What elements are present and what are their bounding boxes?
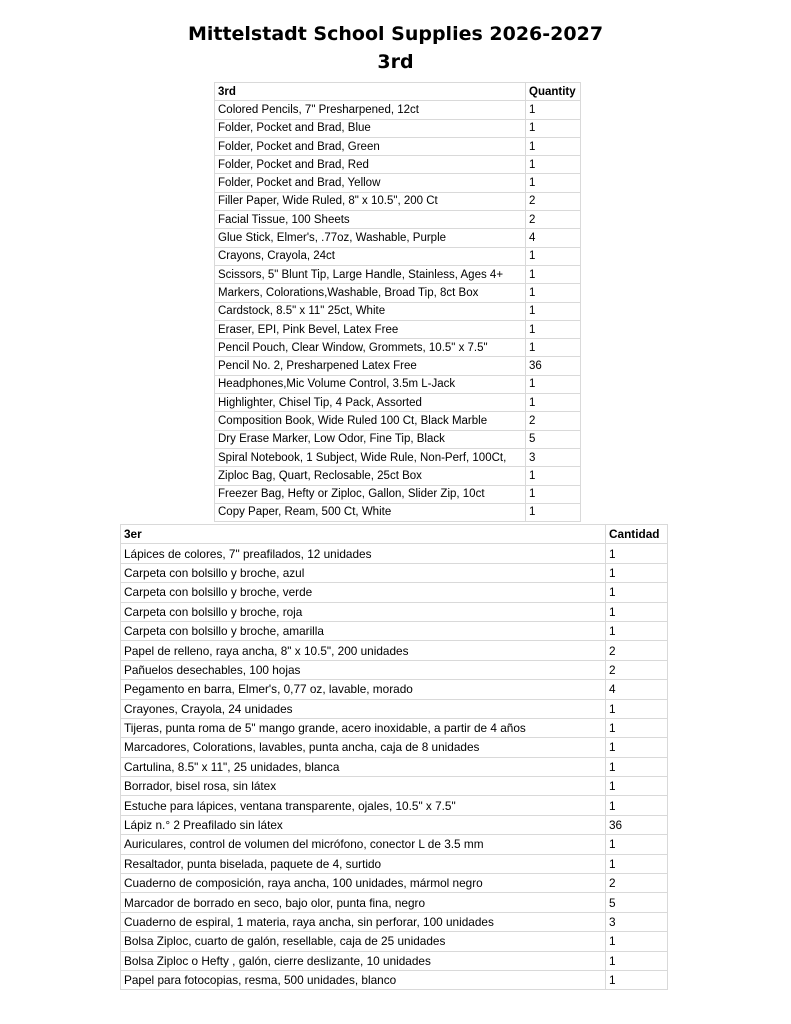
item-cell: Cuaderno de composición, raya ancha, 100 unidades, mármol negro (121, 874, 606, 893)
quantity-cell: 4 (606, 680, 668, 699)
item-cell: Glue Stick, Elmer's, .77oz, Washable, Purple (215, 229, 526, 247)
table-row (215, 412, 581, 430)
table-row (215, 101, 581, 119)
table-row (121, 932, 668, 951)
table-row (121, 777, 668, 796)
quantity-cell: 1 (526, 174, 581, 192)
table-row (215, 302, 581, 320)
item-cell: Lápices de colores, 7" preafilados, 12 unidades (121, 544, 606, 563)
quantity-cell: 1 (606, 718, 668, 737)
item-cell: Folder, Pocket and Brad, Green (215, 137, 526, 155)
quantity-cell: 1 (606, 699, 668, 718)
quantity-cell: 2 (606, 660, 668, 679)
table-row (215, 430, 581, 448)
item-cell: Borrador, bisel rosa, sin látex (121, 777, 606, 796)
quantity-cell: 1 (526, 485, 581, 503)
item-cell: Crayons, Crayola, 24ct (215, 247, 526, 265)
item-cell: Carpeta con bolsillo y broche, azul (121, 563, 606, 582)
item-cell: Pencil No. 2, Presharpened Latex Free (215, 357, 526, 375)
item-cell: Papel de relleno, raya ancha, 8" x 10.5", 200 unidades (121, 641, 606, 660)
table-row (215, 284, 581, 302)
table-row (215, 174, 581, 192)
item-cell: Pencil Pouch, Clear Window, Grommets, 10.5" x 7.5" (215, 339, 526, 357)
table-row (215, 247, 581, 265)
item-cell: Colored Pencils, 7" Presharpened, 12ct (215, 101, 526, 119)
item-cell: Bolsa Ziploc, cuarto de galón, resellable, caja de 25 unidades (121, 932, 606, 951)
quantity-cell: 2 (526, 192, 581, 210)
quantity-cell: 1 (526, 119, 581, 137)
item-cell: Folder, Pocket and Brad, Blue (215, 119, 526, 137)
item-cell: Pegamento en barra, Elmer's, 0,77 oz, lavable, morado (121, 680, 606, 699)
quantity-cell: 1 (526, 302, 581, 320)
quantity-cell: 1 (526, 503, 581, 521)
item-cell: Headphones,Mic Volume Control, 3.5m L-Jack (215, 375, 526, 393)
quantity-cell: 1 (606, 544, 668, 563)
item-cell: Carpeta con bolsillo y broche, verde (121, 583, 606, 602)
quantity-cell: 1 (526, 137, 581, 155)
quantity-cell: 1 (606, 796, 668, 815)
item-cell: Scissors, 5" Blunt Tip, Large Handle, Stainless, Ages 4+ (215, 265, 526, 283)
item-cell: Papel para fotocopias, resma, 500 unidades, blanco (121, 970, 606, 989)
item-cell: Carpeta con bolsillo y broche, amarilla (121, 621, 606, 640)
quantity-cell: 1 (606, 602, 668, 621)
quantity-cell: 1 (606, 777, 668, 796)
quantity-cell: 2 (606, 641, 668, 660)
table-row (215, 119, 581, 137)
column-header-quantity: Cantidad (606, 525, 668, 544)
item-cell: Spiral Notebook, 1 Subject, Wide Rule, Non-Perf, 100Ct, (215, 448, 526, 466)
table-row (121, 544, 668, 563)
item-cell: Crayones, Crayola, 24 unidades (121, 699, 606, 718)
quantity-cell: 1 (606, 932, 668, 951)
column-header-quantity: Quantity (526, 83, 581, 101)
item-cell: Filler Paper, Wide Ruled, 8" x 10.5", 200 Ct (215, 192, 526, 210)
table-row (215, 375, 581, 393)
quantity-cell: 2 (526, 211, 581, 229)
table-row (121, 602, 668, 621)
quantity-cell: 36 (526, 357, 581, 375)
document-subtitle: 3rd (377, 51, 414, 73)
quantity-cell: 1 (526, 156, 581, 174)
table-row (121, 893, 668, 912)
table-row (121, 854, 668, 873)
table-row (215, 156, 581, 174)
table-row (121, 874, 668, 893)
quantity-cell: 1 (526, 101, 581, 119)
table-header-row (121, 525, 668, 544)
item-cell: Marcador de borrado en seco, bajo olor, punta fina, negro (121, 893, 606, 912)
item-cell: Folder, Pocket and Brad, Yellow (215, 174, 526, 192)
item-cell: Folder, Pocket and Brad, Red (215, 156, 526, 174)
quantity-cell: 1 (526, 339, 581, 357)
quantity-cell: 1 (606, 563, 668, 582)
table-row (121, 718, 668, 737)
quantity-cell: 1 (606, 583, 668, 602)
quantity-cell: 1 (526, 284, 581, 302)
item-cell: Estuche para lápices, ventana transparente, ojales, 10.5" x 7.5" (121, 796, 606, 815)
table-row (121, 738, 668, 757)
quantity-cell: 1 (526, 320, 581, 338)
item-cell: Markers, Colorations,Washable, Broad Tip, 8ct Box (215, 284, 526, 302)
supply-table-english (214, 82, 581, 522)
table-row (121, 699, 668, 718)
column-header-item: 3rd (215, 83, 526, 101)
table-row (215, 137, 581, 155)
table-row (215, 448, 581, 466)
quantity-cell: 1 (526, 247, 581, 265)
item-cell: Carpeta con bolsillo y broche, roja (121, 602, 606, 621)
column-header-item: 3er (121, 525, 606, 544)
quantity-cell: 1 (606, 757, 668, 776)
quantity-cell: 1 (606, 970, 668, 989)
item-cell: Pañuelos desechables, 100 hojas (121, 660, 606, 679)
quantity-cell: 1 (606, 835, 668, 854)
table-row (121, 621, 668, 640)
item-cell: Dry Erase Marker, Low Odor, Fine Tip, Black (215, 430, 526, 448)
quantity-cell: 1 (606, 621, 668, 640)
table-row (121, 970, 668, 989)
table-row (121, 563, 668, 582)
quantity-cell: 1 (526, 265, 581, 283)
table-row (215, 192, 581, 210)
quantity-cell: 3 (606, 912, 668, 931)
quantity-cell: 36 (606, 815, 668, 834)
quantity-cell: 4 (526, 229, 581, 247)
quantity-cell: 1 (526, 375, 581, 393)
table-row (215, 265, 581, 283)
table-row (215, 320, 581, 338)
item-cell: Copy Paper, Ream, 500 Ct, White (215, 503, 526, 521)
table-row (121, 951, 668, 970)
table-row (121, 796, 668, 815)
table-row (121, 835, 668, 854)
quantity-cell: 5 (526, 430, 581, 448)
table-body (121, 544, 668, 990)
table-row (121, 583, 668, 602)
table-row (215, 357, 581, 375)
table-row (215, 339, 581, 357)
table-header-row (215, 83, 581, 101)
item-cell: Resaltador, punta biselada, paquete de 4, surtido (121, 854, 606, 873)
table-row (121, 815, 668, 834)
document-title: Mittelstadt School Supplies 2026-2027 (187, 23, 604, 45)
item-cell: Bolsa Ziploc o Hefty , galón, cierre deslizante, 10 unidades (121, 951, 606, 970)
item-cell: Eraser, EPI, Pink Bevel, Latex Free (215, 320, 526, 338)
table-body (215, 101, 581, 522)
quantity-cell: 1 (606, 854, 668, 873)
table-row (121, 757, 668, 776)
item-cell: Highlighter, Chisel Tip, 4 Pack, Assorted (215, 394, 526, 412)
item-cell: Ziploc Bag, Quart, Reclosable, 25ct Box (215, 467, 526, 485)
item-cell: Marcadores, Colorations, lavables, punta ancha, caja de 8 unidades (121, 738, 606, 757)
item-cell: Facial Tissue, 100 Sheets (215, 211, 526, 229)
item-cell: Cuaderno de espiral, 1 materia, raya ancha, sin perforar, 100 unidades (121, 912, 606, 931)
table-row (215, 485, 581, 503)
table-row (215, 211, 581, 229)
table-row (121, 912, 668, 931)
table-row (215, 394, 581, 412)
item-cell: Tijeras, punta roma de 5" mango grande, acero inoxidable, a partir de 4 años (121, 718, 606, 737)
item-cell: Composition Book, Wide Ruled 100 Ct, Black Marble (215, 412, 526, 430)
quantity-cell: 2 (526, 412, 581, 430)
quantity-cell: 1 (606, 951, 668, 970)
supply-table-spanish (120, 524, 668, 990)
table-row (215, 503, 581, 521)
item-cell: Auriculares, control de volumen del micrófono, conector L de 3.5 mm (121, 835, 606, 854)
table-row (215, 229, 581, 247)
item-cell: Cardstock, 8.5" x 11" 25ct, White (215, 302, 526, 320)
item-cell: Freezer Bag, Hefty or Ziploc, Gallon, Slider Zip, 10ct (215, 485, 526, 503)
quantity-cell: 1 (606, 738, 668, 757)
quantity-cell: 1 (526, 394, 581, 412)
item-cell: Cartulina, 8.5" x 11", 25 unidades, blanca (121, 757, 606, 776)
table-row (121, 660, 668, 679)
quantity-cell: 1 (526, 467, 581, 485)
item-cell: Lápiz n.° 2 Preafilado sin látex (121, 815, 606, 834)
table-row (121, 680, 668, 699)
quantity-cell: 5 (606, 893, 668, 912)
table-row (121, 641, 668, 660)
table-row (215, 467, 581, 485)
quantity-cell: 3 (526, 448, 581, 466)
quantity-cell: 2 (606, 874, 668, 893)
